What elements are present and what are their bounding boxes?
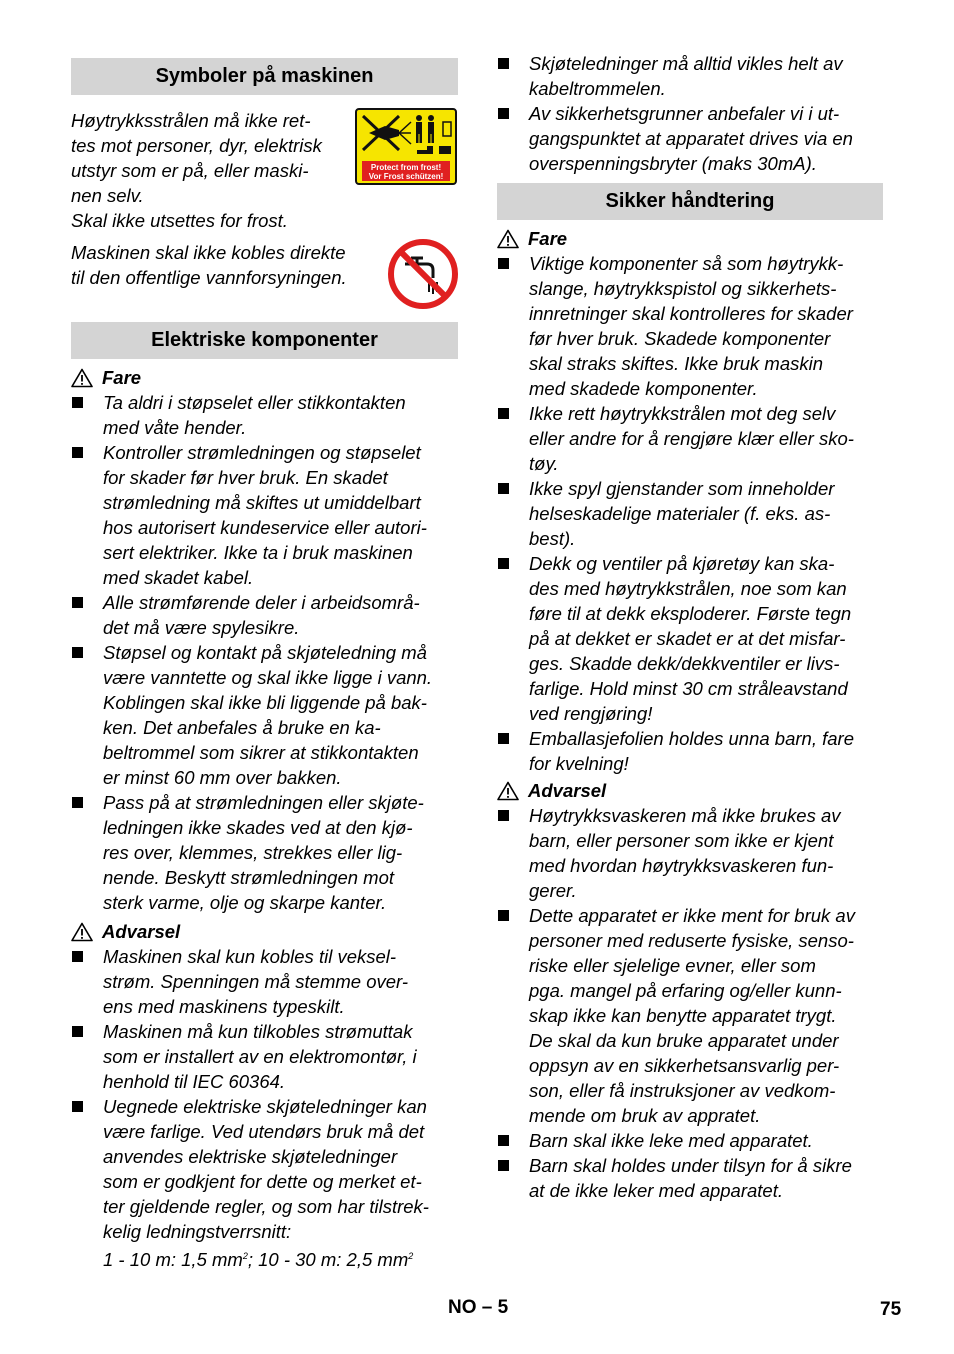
warning-triangle-icon: [71, 922, 93, 942]
list-item: Dette apparatet er ikke ment for bruk av personer med reduserte fysiske, senso- riske eller sjelelige evner, eller som pga. mangel på erfaring og/eller kunn- skap ikke kan benytte apparatet trygt. De skal da kun bruke apparatet under oppsyn av en sikkerhetsansvarlig per- son, eller få instruksjoner av vedkom- mende om bruk av appratet.: [497, 903, 883, 1128]
fare-label: Fare: [528, 228, 568, 249]
list-item: Maskinen skal kun kobles til veksel- strøm. Spenningen må stemme over- ens med maskinens typeskilt.: [71, 944, 458, 1019]
frost-warning-text: Skal ikke utsettes for frost.: [71, 210, 288, 231]
list-item: Kontroller strømledningen og støpselet for skader før hver bruk. En skadet strømledning må skiftes ut umiddelbart hos autorisert kundeservice eller autori- sert elektriker. Ikke ta i bruk maskinen med skadet kabel.: [71, 440, 458, 590]
section-heading-handling: [497, 183, 883, 220]
section-heading-electrical: [71, 322, 458, 359]
footer-section-code: NO – 5: [448, 1297, 509, 1318]
symbols-line: til den offentlige vannforsyningen.: [71, 267, 347, 288]
list-item: Maskinen må kun tilkobles strømuttak som er installert av en elektromontør, i henhold til IEC 60364.: [71, 1019, 458, 1094]
list-item: Ikke spyl gjenstander som inneholder helseskadelige materialer (f. eks. as- best).: [497, 476, 883, 551]
cable-spec: 1 - 10 m: 1,5 $mm^2$; 10 - 30 m: 2,5 $mm^2$: [103, 1249, 414, 1271]
handling-advarsel-list: [497, 803, 883, 1203]
sign-text-2: Vor Frost schützen!: [368, 172, 444, 181]
handling-fare-list: [497, 251, 883, 776]
advarsel-heading: [497, 778, 883, 803]
extension-cord-list: [497, 51, 883, 176]
page-number: 75: [880, 1299, 902, 1320]
electrical-advarsel-list: [71, 944, 458, 1272]
fare-heading: [71, 365, 458, 390]
no-public-water-supply-icon: [387, 238, 459, 310]
handling-content: [497, 226, 883, 1203]
symbols-line: Maskinen skal ikke kobles direkte: [71, 242, 346, 263]
symbols-line: utstyr som er på, eller maski-: [71, 160, 309, 181]
electrical-fare-list: [71, 390, 458, 915]
list-item: Barn skal holdes under tilsyn for å sikre at de ikke leker med apparatet.: [497, 1153, 883, 1203]
symbols-line: Høytrykksstrålen må ikke ret-: [71, 110, 311, 131]
list-item: Skjøteledninger må alltid vikles helt av kabeltrommelen.: [497, 51, 883, 101]
list-item: Pass på at strømledningen eller skjøte- ledningen ikke skades ved at den kjø- res over, klemmes, strekkes eller lig- nende. Beskytt strømledningen mot sterk varme, olje og skarpe kanter.: [71, 790, 458, 915]
fare-heading: [497, 226, 883, 251]
warning-triangle-icon: [71, 368, 93, 388]
symbols-line: tes mot personer, dyr, elektrisk: [71, 135, 322, 156]
list-item: Uegnede elektriske skjøteledninger kan være farlige. Ved utendørs bruk må det anvendes elektriske skjøteledninger som er godkjent for dette og merket et- ter gjeldende regler, og som har tilstrek- kelig ledningstverrsnitt: 1 - 10 m: 1,5 $mm^2$; 10 - 30 m: 2,5 $mm^2$: [71, 1094, 458, 1272]
advarsel-heading: [71, 919, 458, 944]
list-item: Barn skal ikke leke med apparatet.: [497, 1128, 883, 1153]
list-item: Ta aldri i støpselet eller stikkontakten med våte hender.: [71, 390, 458, 440]
section-heading-symbols-text: Symboler på maskinen: [155, 65, 374, 87]
symbols-paragraph-2: [71, 240, 381, 290]
section-heading-handling-text: Sikker håndtering: [605, 190, 775, 212]
fare-label: Fare: [102, 367, 142, 388]
list-item: Viktige komponenter så som høytrykk- slange, høytrykkspistol og sikkerhets- innretninger skal kontrolleres for skader før hver bruk. Skadede komponenter skal straks skiftes. Ikke bruk maskin med skadede komponenter.: [497, 251, 883, 401]
list-item: Alle strømførende deler i arbeidsområ- det må være spylesikre.: [71, 590, 458, 640]
list-item: Ikke rett høytrykkstrålen mot deg selv eller andre for å rengjøre klær eller sko- tøy.: [497, 401, 883, 476]
advarsel-label: Advarsel: [102, 921, 181, 942]
section-heading-symbols: [71, 58, 458, 95]
electrical-content: [71, 365, 458, 1272]
warning-triangle-icon: [497, 229, 519, 249]
advarsel-label: Advarsel: [528, 780, 607, 801]
list-item: Av sikkerhetsgrunner anbefaler vi i ut- gangspunktet at apparatet drives via en overspenningsbryter (maks 30mA).: [497, 101, 883, 176]
list-item: Høytrykksvaskeren må ikke brukes av barn, eller personer som ikke er kjent med hvordan høytrykksvaskeren fun- gerer.: [497, 803, 883, 903]
section-heading-electrical-text: Elektriske komponenter: [151, 329, 378, 351]
sign-text-1: Protect from frost!: [370, 163, 442, 172]
warning-triangle-icon: [497, 781, 519, 801]
frost-warning-sign: [355, 108, 457, 185]
list-item: Emballasjefolien holdes unna barn, fare for kvelning!: [497, 726, 883, 776]
symbols-line: nen selv.: [71, 185, 144, 206]
list-item: Dekk og ventiler på kjøretøy kan ska- des med høytrykkstrålen, noe som kan føre til at dekk eksploderer. Første tegn på at dekket er skadet er at det misfar- ges. Skadde dekk/dekkventiler er livs- farlige. Hold minst 30 cm stråleavstand ved rengjøring!: [497, 551, 883, 726]
symbols-paragraph-1: [71, 108, 351, 233]
right-top-content: [497, 51, 883, 176]
list-item: Støpsel og kontakt på skjøteledning må være vanntette og skal ikke ligge i vann. Koblingen skal ikke bli liggende på bak- ken. Det anbefales å bruke en ka- beltrommel som sikrer at stikkontakten er minst 60 mm over bakken.: [71, 640, 458, 790]
